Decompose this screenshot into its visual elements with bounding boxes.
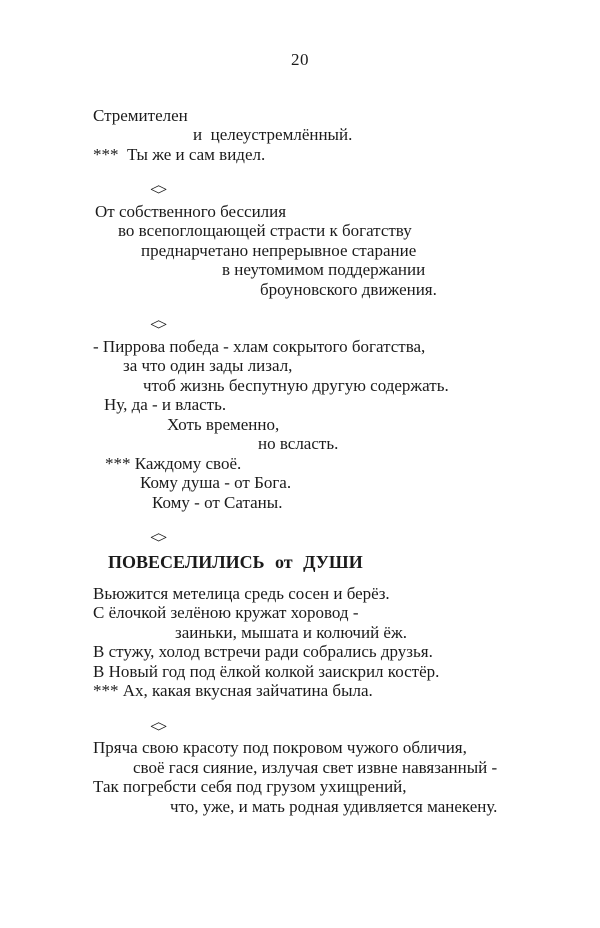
poem-line: Кому душа - от Бога. — [140, 473, 292, 492]
poem-line: В стужу, холод встречи ради собрались друзья. — [93, 642, 433, 661]
poem-line: Стремителен — [93, 105, 188, 125]
poem-line: Ну, да - и власть. — [104, 395, 227, 414]
stanza-separator: <> — [150, 716, 166, 736]
poem-line: Кому - от Сатаны. — [152, 492, 283, 512]
poem-stanza — [93, 337, 570, 513]
poem-line: за что один зады лизал, — [123, 356, 293, 375]
stanza-separator: <> — [150, 315, 166, 334]
page-number: 20 — [291, 50, 309, 69]
stanza-separator: <> — [150, 180, 166, 199]
poem-stanza — [93, 584, 570, 701]
poem-line: заиньки, мышата и колючий ёж. — [175, 622, 407, 642]
poem-line: во всепоглощающей страсти к богатству — [118, 221, 412, 240]
poem-line: *** Каждому своё. — [105, 453, 242, 473]
poem-line: преднарчетано непрерывное старание — [141, 240, 417, 260]
stanza-separator: <> — [150, 528, 166, 547]
poem-line: Вьюжится метелица средь сосен и берёз. — [93, 583, 390, 603]
poem-line: броуновского движения. — [260, 279, 437, 299]
poem-line: Хоть временно, — [167, 414, 280, 434]
poem-line: в неутомимом поддержании — [222, 260, 426, 279]
poem-line: Пряча свою красоту под покровом чужого обличия, — [93, 738, 467, 757]
poem-line: В Новый год под ёлкой колкой заискрил костёр. — [93, 661, 440, 681]
poem-line: что, уже, и мать родная удивляется манекену. — [170, 796, 498, 816]
poem-title: ПОВЕСЕЛИЛИСЬ от ДУШИ — [108, 551, 363, 572]
poem-line: Так погребсти себя под грузом ухищрений, — [93, 777, 407, 796]
poem-stanza — [93, 738, 570, 816]
poem-content — [0, 106, 600, 817]
poem-line: и целеустремлённый. — [193, 125, 353, 144]
poem-stanza — [93, 202, 570, 300]
poem-line: - Пиррова победа - хлам сокрытого богатства, — [93, 336, 426, 356]
poem-stanza — [93, 106, 570, 165]
poem-line: чтоб жизнь беспутную другую содержать. — [143, 375, 449, 395]
poem-line: От собственного бессилия — [95, 201, 287, 221]
poem-line: но всласть. — [258, 434, 339, 453]
poem-line: *** Ах, какая вкусная зайчатина была. — [93, 681, 373, 700]
poem-line: своё гася сияние, излучая свет извне навязанный - — [133, 757, 498, 777]
poem-line: С ёлочкой зелёною кружат хоровод - — [93, 603, 359, 622]
poem-line: *** Ты же и сам видел. — [93, 144, 266, 164]
